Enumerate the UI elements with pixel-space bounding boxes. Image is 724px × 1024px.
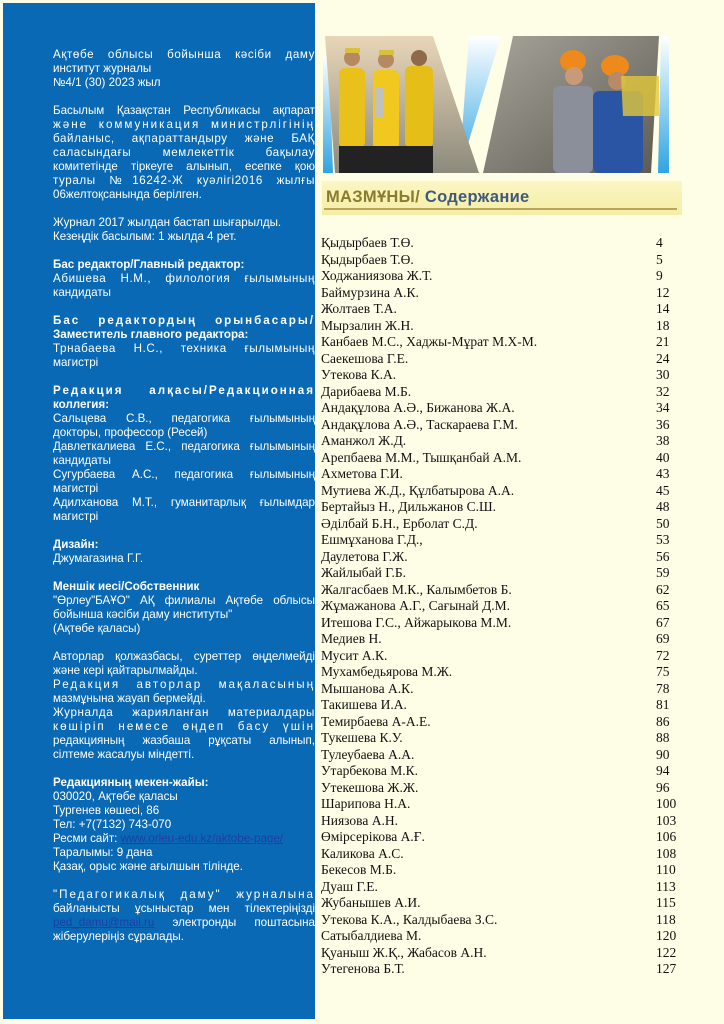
- board-member: Сальцева С.В., педагогика ғылымының: [53, 412, 315, 425]
- toc-author: Итешова Г.С., Айжарыкова М.М.: [321, 614, 512, 630]
- toc-page-number: 45: [656, 482, 670, 498]
- toc-author: Сатыбалдиева М.: [321, 928, 422, 943]
- toc-author: Ахметова Г.И.: [321, 466, 403, 481]
- toc-entry[interactable]: [321, 829, 681, 846]
- toc-entry[interactable]: [321, 483, 681, 500]
- toc-page-number: 100: [656, 796, 677, 811]
- phone-number: Тел: +7(7132) 743-070: [53, 818, 172, 831]
- toc-entry[interactable]: [321, 285, 681, 302]
- toc-entry[interactable]: [321, 631, 681, 648]
- toc-author: Арепбаева М.М., Тышқанбай А.М.: [321, 449, 522, 465]
- site-link[interactable]: www.orleu-edu.kz/aktobe-page/: [120, 832, 284, 845]
- hero-photo-collage: [323, 36, 669, 173]
- publication-info: [53, 216, 315, 244]
- email-link[interactable]: ped_damu@mail.ru: [53, 916, 155, 929]
- toc-entry[interactable]: [321, 433, 681, 450]
- heading-kazakh: МАЗМҰНЫ/: [326, 188, 420, 206]
- toc-page-number: 81: [656, 697, 670, 712]
- toc-author: Тукешева К.У.: [321, 730, 403, 745]
- toc-page-number: 78: [656, 680, 670, 696]
- deputy-editor-degree: магистрі: [53, 356, 99, 369]
- toc-entry[interactable]: [321, 862, 681, 879]
- toc-author: Утарбекова М.К.: [321, 763, 418, 778]
- toc-page-number: 122: [656, 944, 677, 960]
- contact-line: жіберулеріңіз сұралады.: [53, 930, 184, 943]
- editorial-notes: [53, 650, 315, 762]
- toc-author: Аманжол Ж.Д.: [321, 433, 407, 448]
- toc-author: Такишева И.А.: [321, 697, 407, 712]
- registration-line: байланыс, ақпараттандыру және БАҚ: [53, 132, 315, 145]
- contents-heading: [326, 188, 530, 207]
- toc-entry[interactable]: [321, 565, 681, 582]
- toc-author: Мышанова А.К.: [321, 680, 414, 696]
- toc-entry[interactable]: [321, 318, 681, 335]
- toc-author: Шарипова Н.А.: [321, 796, 411, 811]
- toc-author: Мусит А.К.: [321, 647, 388, 663]
- toc-entry[interactable]: [321, 796, 681, 813]
- toc-page-number: 88: [656, 730, 670, 745]
- toc-author: Қуаныш Ж.Қ., Жабасов А.Н.: [321, 944, 487, 960]
- circulation: Таралымы: 9 дана: [53, 846, 153, 859]
- contents-section: [315, 0, 724, 1024]
- toc-author: Утекешова Ж.Ж.: [321, 779, 419, 795]
- toc-entry[interactable]: [321, 945, 681, 962]
- toc-author: Утекова К.А., Калдыбаева З.С.: [321, 911, 498, 927]
- toc-page-number: 127: [656, 961, 677, 976]
- toc-page-number: 113: [656, 878, 676, 894]
- toc-author: Дарибаева М.Б.: [321, 383, 412, 399]
- chief-editor-degree: кандидаты: [53, 286, 112, 299]
- toc-author: Жубанышев А.И.: [321, 895, 421, 910]
- editorial-board-title: Редакция алқасы/Редакционная: [53, 384, 315, 397]
- board-member-degree: магистрі: [53, 482, 99, 495]
- toc-author: Мутиева Ж.Д., Құлбатырова А.А.: [321, 482, 515, 498]
- toc-entry[interactable]: [321, 466, 681, 483]
- toc-entry[interactable]: [321, 367, 681, 384]
- toc-entry[interactable]: [321, 252, 681, 269]
- toc-entry[interactable]: [321, 714, 681, 731]
- contact-line: "Педагогикалық даму" журналына: [53, 888, 315, 901]
- toc-page-number: 108: [656, 845, 677, 861]
- toc-author: Жалгасбаев М.К., Калымбетов Б.: [321, 581, 512, 597]
- journal-issue: №4/1 (30) 2023 жыл: [53, 76, 161, 89]
- toc-entry[interactable]: [321, 681, 681, 698]
- journal-title-line: институт журналы: [53, 62, 152, 75]
- table-of-contents: [321, 235, 681, 978]
- address-street: Тургенев көшесі, 86: [53, 804, 160, 817]
- board-member-degree: кандидаты: [53, 454, 112, 467]
- owner-line: бойынша кәсіби даму институты": [53, 608, 233, 621]
- toc-page-number: 18: [656, 317, 670, 333]
- toc-author: Жолтаев Т.А.: [321, 301, 397, 316]
- publication-since: Журнал 2017 жылдан бастап шығарылды.: [53, 216, 282, 229]
- toc-author: Даулетова Г.Ж.: [321, 548, 408, 564]
- toc-author: Андақұлова А.Ә., Таскараева Г.М.: [321, 416, 518, 432]
- toc-entry[interactable]: [321, 780, 681, 797]
- toc-page-number: 30: [656, 367, 670, 382]
- toc-entry[interactable]: [321, 928, 681, 945]
- toc-author: Жұмажанова А.Г., Сағынай Д.М.: [321, 598, 511, 613]
- chief-editor: [53, 258, 315, 300]
- toc-page-number: 36: [656, 416, 670, 432]
- toc-page-number: 43: [656, 466, 670, 481]
- address-title: Редакцияның мекен-жайы:: [53, 776, 209, 789]
- toc-author: Каликова А.С.: [321, 845, 404, 861]
- toc-author: Жайлыбай Г.Б.: [321, 565, 407, 580]
- editorial-address: [53, 776, 315, 874]
- toc-entry[interactable]: [321, 813, 681, 830]
- toc-page-number: 53: [656, 532, 670, 547]
- address-city: 030020, Ақтөбе қаласы: [53, 790, 178, 803]
- board-member: Адилханова М.Т., гуманитарлық ғылымдар: [53, 496, 315, 509]
- chief-editor-name: Абишева Н.М., филология ғылымының: [53, 272, 315, 285]
- editorial-board: [53, 384, 315, 524]
- toc-page-number: 34: [656, 400, 670, 415]
- toc-author: Утегенова Б.Т.: [321, 961, 405, 976]
- toc-page-number: 106: [656, 829, 677, 844]
- toc-author: Әділбай Б.Н., Ерболат С.Д.: [321, 515, 478, 531]
- owner-line: "Өрлеу"БАҰО" АҚ филиалы Ақтөбе облысы: [53, 594, 315, 607]
- toc-page-number: 50: [656, 515, 670, 531]
- note-line: сілтеме жасалуы міндетті.: [53, 748, 195, 761]
- note-line: редакцияның жазбаша рұқсаты алынып,: [53, 734, 315, 747]
- owner-info: [53, 580, 315, 636]
- contents-heading-bar: [322, 181, 682, 215]
- toc-page-number: 56: [656, 548, 670, 564]
- deputy-editor-name: Трнабаева Н.С., техника ғылымының: [53, 342, 315, 355]
- toc-author: Қыдырбаев Т.Ө.: [321, 251, 414, 267]
- toc-author: Баймурзина А.К.: [321, 284, 419, 300]
- editorial-board-title: коллегия:: [53, 398, 110, 411]
- toc-entry[interactable]: [321, 516, 681, 533]
- toc-page-number: 40: [656, 449, 670, 465]
- designer-name: Джумагазина Г.Г.: [53, 552, 144, 565]
- toc-page-number: 90: [656, 746, 670, 762]
- photo-workers-in-hardhats: [483, 36, 659, 173]
- toc-entry[interactable]: [321, 351, 681, 368]
- toc-author: Дуаш Г.Е.: [321, 878, 378, 894]
- toc-page-number: 103: [656, 812, 677, 828]
- toc-page-number: 38: [656, 433, 670, 448]
- toc-entry[interactable]: [321, 400, 681, 417]
- toc-author: Утекова К.А.: [321, 367, 397, 382]
- toc-page-number: 115: [656, 895, 676, 910]
- toc-entry[interactable]: [321, 879, 681, 896]
- note-line: Редакция авторлар мақаласының: [53, 678, 315, 691]
- toc-page-number: 75: [656, 664, 670, 679]
- toc-author: Ходжаниязова Ж.Т.: [321, 268, 433, 283]
- heading-russian: Содержание: [419, 188, 530, 206]
- toc-entry[interactable]: [321, 615, 681, 632]
- official-site: [53, 832, 315, 846]
- toc-entry[interactable]: [321, 961, 681, 978]
- registration-line: саласындағы мемлекеттік бақылау: [53, 146, 315, 159]
- toc-page-number: 5: [656, 251, 663, 267]
- toc-entry[interactable]: [321, 450, 681, 467]
- journal-title: [53, 48, 315, 90]
- registration-line: комитетінде тіркеуге алынып, есепке қою: [53, 160, 315, 173]
- toc-entry[interactable]: [321, 846, 681, 863]
- note-line: Авторлар қолжазбасы, суреттер өңделмейді: [53, 650, 315, 663]
- registration-line: Басылым Қазақстан Республикасы ақпарат: [53, 104, 315, 117]
- toc-entry[interactable]: [321, 747, 681, 764]
- toc-author: Медиев Н.: [321, 631, 382, 646]
- toc-entry[interactable]: [321, 384, 681, 401]
- toc-page-number: 62: [656, 581, 670, 597]
- toc-page-number: 21: [656, 334, 670, 349]
- toc-author: Мухамбедьярова М.Ж.: [321, 664, 453, 679]
- toc-page-number: 24: [656, 350, 670, 366]
- toc-page-number: 12: [656, 284, 670, 300]
- heading-underline: [324, 208, 677, 210]
- note-line: және кері қайтарылмайды.: [53, 664, 198, 677]
- contact-info: [53, 888, 315, 944]
- languages: Қазақ, орыс және ағылшын тілінде.: [53, 860, 243, 873]
- journal-title-line: Ақтөбе облысы бойынша кәсіби даму: [53, 48, 315, 61]
- toc-entry[interactable]: [321, 763, 681, 780]
- toc-entry[interactable]: [321, 334, 681, 351]
- toc-author: Қыдырбаев Т.Ө.: [321, 235, 414, 250]
- toc-entry[interactable]: [321, 235, 681, 252]
- toc-author: Темирбаева А-А.Е.: [321, 713, 431, 729]
- toc-entry[interactable]: [321, 730, 681, 747]
- toc-author: Бертайыз Н., Дильжанов С.Ш.: [321, 499, 496, 514]
- toc-entry[interactable]: [321, 697, 681, 714]
- imprint-panel: [3, 3, 315, 1019]
- toc-page-number: 94: [656, 763, 670, 778]
- board-member: Сугурбаева А.С., педагогика ғылымының: [53, 468, 315, 481]
- toc-page-number: 65: [656, 598, 670, 613]
- toc-page-number: 4: [656, 235, 663, 250]
- contact-line: электронды поштасына: [154, 916, 315, 929]
- toc-author: Саекешова Г.Е.: [321, 350, 409, 366]
- toc-entry[interactable]: [321, 417, 681, 434]
- toc-author: Өмірсерікова А.Ғ.: [321, 829, 425, 844]
- toc-entry[interactable]: [321, 664, 681, 681]
- toc-entry[interactable]: [321, 301, 681, 318]
- board-member: Давлеткалиева Е.С., педагогика ғылымының: [53, 440, 315, 453]
- toc-author: Бекесов М.Б.: [321, 862, 397, 877]
- deputy-editor-title: Заместитель главного редактора:: [53, 328, 249, 341]
- toc-entry[interactable]: [321, 549, 681, 566]
- deputy-editor: [53, 314, 315, 370]
- chief-editor-title: Бас редактор/Главный редактор:: [53, 258, 245, 271]
- site-label: Ресми сайт:: [53, 832, 121, 845]
- note-line: көшіріп немесе өңдеп басу үшін: [53, 720, 315, 733]
- toc-page-number: 9: [656, 268, 663, 283]
- publication-frequency: Кезеңдік басылым: 1 жылда 4 рет.: [53, 230, 237, 243]
- toc-author: Тулеубаева А.А.: [321, 746, 415, 762]
- toc-entry[interactable]: [321, 499, 681, 516]
- board-member-degree: докторы, профессор (Ресей): [53, 426, 208, 439]
- toc-entry[interactable]: [321, 648, 681, 665]
- toc-page-number: 72: [656, 647, 670, 663]
- toc-page-number: 69: [656, 631, 670, 646]
- toc-entry[interactable]: [321, 532, 681, 549]
- contact-email-line: [53, 916, 315, 930]
- contact-line: байланысты ұсыныстар мен тілектеріңізді: [53, 902, 315, 915]
- deputy-editor-title: Бас редактордың орынбасары/: [53, 314, 315, 327]
- toc-page-number: 120: [656, 928, 677, 943]
- toc-author: Мырзалин Ж.Н.: [321, 317, 414, 333]
- toc-page-number: 59: [656, 565, 670, 580]
- toc-author: Ниязова А.Н.: [321, 812, 398, 828]
- note-line: мазмұнына жауап бермейді.: [53, 692, 206, 705]
- design-credit: [53, 538, 315, 566]
- owner-title: Меншік иесі/Собственник: [53, 580, 200, 593]
- registration-info: [53, 104, 315, 202]
- toc-author: Канбаев М.С., Хаджы-Мұрат М.Х-М.: [321, 334, 538, 349]
- toc-page-number: 96: [656, 779, 670, 795]
- toc-page-number: 86: [656, 713, 670, 729]
- registration-line: және коммуникация министрлігінің: [53, 118, 315, 131]
- toc-entry[interactable]: [321, 912, 681, 929]
- toc-page-number: 67: [656, 614, 670, 630]
- registration-line: туралы №16242-Ж куәлігі2016 жылғы: [53, 174, 315, 187]
- toc-entry[interactable]: [321, 895, 681, 912]
- registration-line: 06желтоқсанында берілген.: [53, 188, 202, 201]
- photo-students-with-trophy: [325, 36, 479, 173]
- toc-page-number: 118: [656, 911, 676, 927]
- design-title: Дизайн:: [53, 538, 99, 551]
- toc-page-number: 110: [656, 862, 676, 877]
- toc-entry[interactable]: [321, 268, 681, 285]
- note-line: Журналда жарияланған материалдары: [53, 706, 315, 719]
- toc-page-number: 14: [656, 301, 670, 316]
- toc-page-number: 48: [656, 499, 670, 514]
- toc-author: Андақұлова А.Ә., Бижанова Ж.А.: [321, 400, 515, 415]
- toc-page-number: 32: [656, 383, 670, 399]
- toc-author: Ешмұханова Г.Д.,: [321, 532, 423, 547]
- board-member-degree: магистрі: [53, 510, 99, 523]
- toc-entry[interactable]: [321, 598, 681, 615]
- owner-line: (Ақтөбе қаласы): [53, 622, 141, 635]
- toc-entry[interactable]: [321, 582, 681, 599]
